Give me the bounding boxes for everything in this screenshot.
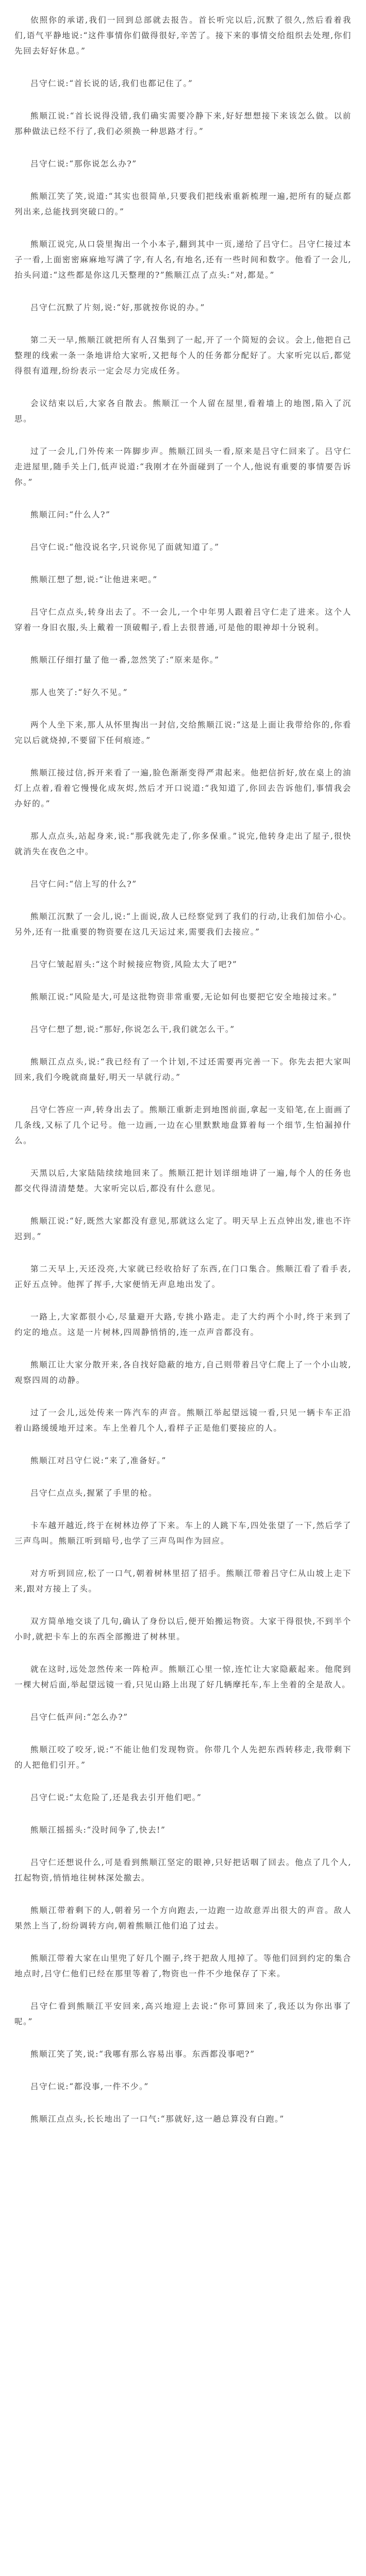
paragraph: 吕守仁点点头,握紧了手里的枪。 <box>30 1488 157 1498</box>
paragraph: 熊顺江说完,从口袋里掏出一个小本子,翻到其中一页,递给了吕守仁。吕守仁接过本子一看,上面密密麻麻地写满了字,有人名,有地名,还有一些时间和数字。他看了一会儿,抬头问道:“这些都是你这几天整理的?”熊顺江点了点头:“对,都是。” <box>14 240 352 280</box>
paragraph: 熊顺江对吕守仁说:“来了,准备好。” <box>30 1456 167 1465</box>
paragraph: 那人也笑了:“好久不见。” <box>30 688 128 697</box>
paragraph: 熊顺江带着剩下的人,朝着另一个方向跑去,一边跑一边故意弄出很大的声音。敌人果然上当了,纷纷调转方向,朝着熊顺江他们追了过去。 <box>14 1906 352 1930</box>
paragraph: 熊顺江仔细打量了他一番,忽然笑了:“原来是你。” <box>30 655 220 665</box>
paragraph: 吕守仁说:“那你说怎么办?” <box>30 159 137 168</box>
article-body <box>14 12 352 2127</box>
paragraph: 熊顺江带着大家在山里兜了好几个圈子,终于把敌人甩掉了。等他们回到约定的集合地点时,吕守仁他们已经在那里等着了,物资也一件不少地保存了下来。 <box>14 1954 352 1978</box>
paragraph: 会议结束以后,大家各自散去。熊顺江一个人留在屋里,看着墙上的地图,陷入了沉思。 <box>14 399 352 423</box>
paragraph: 熊顺江摇摇头:“没时间争了,快去!” <box>30 1825 166 1835</box>
paragraph: 吕守仁说:“他没说名字,只说你见了面就知道了。” <box>30 543 220 552</box>
paragraph: 熊顺江沉默了一会儿,说:“上面说,敌人已经察觉到了我们的行动,让我们加倍小心。另外,还有一批重要的物资要在这几天运过来,需要我们去接应。” <box>14 912 352 937</box>
paragraph: 熊顺江让大家分散开来,各自找好隐蔽的地方,自己则带着吕守仁爬上了一个小山坡,观察四周的动静。 <box>14 1360 352 1385</box>
paragraph: 吕守仁说:“首长说的话,我们也都记住了。” <box>30 79 193 88</box>
paragraph: 那人点点头,站起身来,说:“那我就先走了,你多保重。”说完,他转身走出了屋子,很快就消失在夜色之中。 <box>14 832 352 856</box>
paragraph: 就在这时,远处忽然传来一阵枪声。熊顺江心里一惊,连忙让大家隐蔽起来。他爬到一棵大树后面,举起望远镜一看,只见山路上出现了好几辆摩托车,车上坐着的全是敌人。 <box>14 1665 352 1689</box>
paragraph: 熊顺江想了想,说:“让他进来吧。” <box>30 575 158 584</box>
paragraph: 第二天一早,熊顺江就把所有人召集到了一起,开了一个简短的会议。会上,他把自己整理的线索一条一条地讲给大家听,又把每个人的任务都分配好了。大家听完以后,都觉得很有道理,纷纷表示一定会尽力完成任务。 <box>14 335 352 376</box>
paragraph: 双方简单地交谈了几句,确认了身份以后,便开始搬运物资。大家干得很快,不到半个小时,就把卡车上的东西全部搬进了树林里。 <box>14 1617 352 1641</box>
paragraph: 熊顺江问:“什么人?” <box>30 510 111 519</box>
paragraph: 过了一会儿,门外传来一阵脚步声。熊顺江回头一看,原来是吕守仁回来了。吕守仁走进屋里,随手关上门,低声说道:“我刚才在外面碰到了一个人,他说有重要的事情要告诉你。” <box>14 447 352 487</box>
paragraph: 熊顺江说:“风险是大,可是这批物资非常重要,无论如何也要把它安全地接过来。” <box>30 992 338 1002</box>
paragraph: 熊顺江咬了咬牙,说:“不能让他们发现物资。你带几个人先把东西转移走,我带剩下的人把他们引开。” <box>14 1745 352 1770</box>
paragraph: 吕守仁还想说什么,可是看到熊顺江坚定的眼神,只好把话咽了回去。他点了几个人,扛起物资,悄悄地往树林深处撤去。 <box>14 1858 352 1883</box>
paragraph: 熊顺江说:“好,既然大家都没有意见,那就这么定了。明天早上五点钟出发,谁也不许迟到。” <box>14 1216 352 1241</box>
paragraph: 吕守仁说:“都没事,一件不少。” <box>30 2082 149 2091</box>
paragraph: 一路上,大家都很小心,尽量避开大路,专挑小路走。走了大约两个小时,终于来到了约定的地点。这是一片树林,四周静悄悄的,连一点声音都没有。 <box>14 1312 352 1337</box>
paragraph: 吕守仁看到熊顺江平安回来,高兴地迎上去说:“你可算回来了,我还以为你出事了呢。” <box>14 2002 352 2026</box>
paragraph: 吕守仁点点头,转身出去了。不一会儿,一个中年男人跟着吕守仁走了进来。这个人穿着一身旧衣服,头上戴着一顶破帽子,看上去很普通,可是他的眼神却十分锐利。 <box>14 607 352 632</box>
paragraph: 对方听到回应,松了一口气,朝着树林里招了招手。熊顺江带着吕守仁从山坡上走下来,跟对方接上了头。 <box>14 1569 352 1594</box>
paragraph: 天黑以后,大家陆陆续续地回来了。熊顺江把计划详细地讲了一遍,每个人的任务也都交代得清清楚楚。大家听完以后,都没有什么意见。 <box>14 1168 352 1193</box>
paragraph: 熊顺江说:“首长说得没错,我们确实需要冷静下来,好好想想接下来该怎么做。以前那种做法已经不行了,我们必须换一种思路才行。” <box>14 111 352 136</box>
paragraph: 吕守仁皱起眉头:“这个时候接应物资,风险太大了吧?” <box>30 960 238 969</box>
paragraph: 卡车越开越近,终于在树林边停了下来。车上的人跳下车,四处张望了一下,然后学了三声鸟叫。熊顺江听到暗号,也学了三声鸟叫作为回应。 <box>14 1521 352 1546</box>
paragraph: 熊顺江笑了笑,说道:“其实也很简单,只要我们把线索重新梳理一遍,把所有的疑点都列出来,总能找到突破口的。” <box>14 192 352 216</box>
paragraph: 第二天早上,天还没亮,大家就已经收拾好了东西,在门口集合。熊顺江看了看手表,正好五点钟。他挥了挥手,大家便悄无声息地出发了。 <box>14 1264 352 1289</box>
paragraph: 熊顺江笑了笑,说:“我哪有那么容易出事。东西都没事吧?” <box>30 2049 255 2059</box>
paragraph: 依照你的承诺,我们一回到总部就去报告。首长听完以后,沉默了很久,然后看着我们,语气平静地说:“这件事情你们做得很好,辛苦了。接下来的事情交给组织去处理,你们先回去好好休息。” <box>14 15 352 56</box>
paragraph: 熊顺江点点头,说:“我已经有了一个计划,不过还需要再完善一下。你先去把大家叫回来,我们今晚就商量好,明天一早就行动。” <box>14 1057 352 1082</box>
paragraph: 吕守仁低声问:“怎么办?” <box>30 1713 128 1722</box>
paragraph: 熊顺江接过信,拆开来看了一遍,脸色渐渐变得严肃起来。他把信折好,放在桌上的油灯上点着,看着它慢慢化成灰烬,然后才开口说道:“我知道了,你回去告诉他们,事情我会办好的。” <box>14 768 352 808</box>
paragraph: 熊顺江点点头,长长地出了一口气:“那就好,这一趟总算没有白跑。” <box>30 2114 285 2124</box>
paragraph: 吕守仁问:“信上写的什么?” <box>30 879 137 889</box>
paragraph: 吕守仁说:“太危险了,还是我去引开他们吧。” <box>30 1793 202 1802</box>
paragraph: 吕守仁想了想,说:“那好,你说怎么干,我们就怎么干。” <box>30 1025 235 1034</box>
paragraph: 过了一会儿,远处传来一阵汽车的声音。熊顺江举起望远镜一看,只见一辆卡车正沿着山路缓缓地开过来。车上坐着几个人,看样子正是他们要接应的人。 <box>14 1408 352 1433</box>
paragraph: 吕守仁答应一声,转身出去了。熊顺江重新走到地图前面,拿起一支铅笔,在上面画了几条线,又标了几个记号。他一边画,一边在心里默默地盘算着每一个细节,生怕漏掉什么。 <box>14 1105 352 1145</box>
paragraph: 两个人坐下来,那人从怀里掏出一封信,交给熊顺江说:“这是上面让我带给你的,你看完以后就烧掉,不要留下任何痕迹。” <box>14 720 352 745</box>
paragraph: 吕守仁沉默了片刻,说:“好,那就按你说的办。” <box>30 303 205 312</box>
